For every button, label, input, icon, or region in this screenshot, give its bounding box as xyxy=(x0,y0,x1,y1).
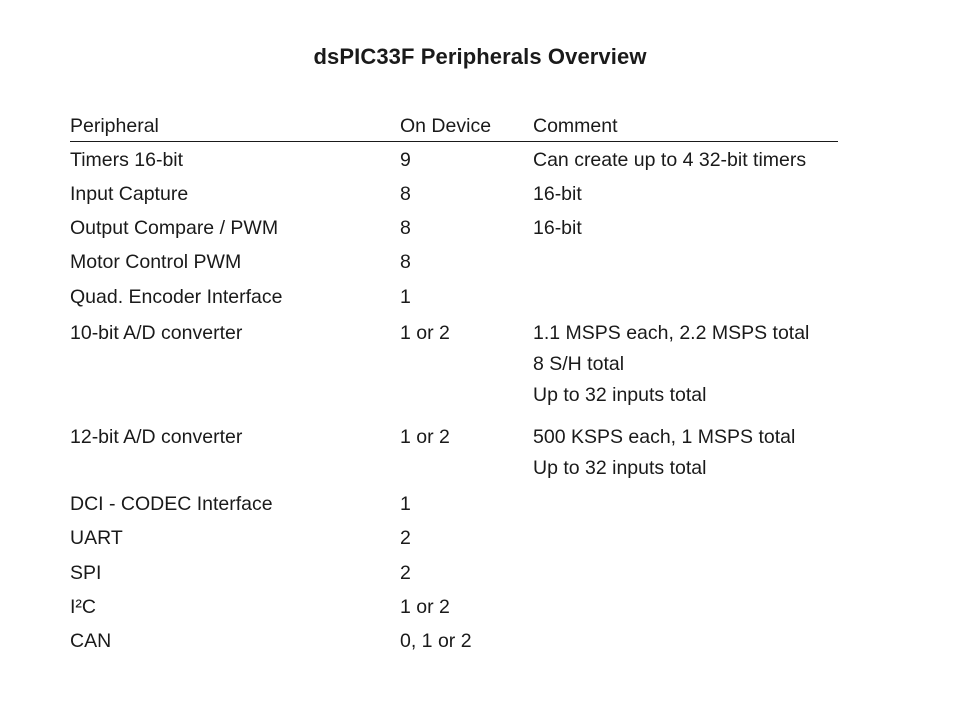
header-peripheral: Peripheral xyxy=(70,115,159,137)
on-device-count: 0, 1 or 2 xyxy=(400,630,472,652)
peripheral-name: Motor Control PWM xyxy=(70,251,242,273)
peripheral-name: 10-bit A/D converter xyxy=(70,322,243,344)
on-device-count: 1 or 2 xyxy=(400,322,450,344)
comment xyxy=(533,179,582,210)
header-on-device: On Device xyxy=(400,115,492,137)
peripheral-name: UART xyxy=(70,527,123,549)
peripheral-name: Input Capture xyxy=(70,183,189,205)
comment-line: Can create up to 4 32-bit timers xyxy=(533,149,807,171)
on-device-count: 2 xyxy=(400,562,411,584)
on-device-count: 1 or 2 xyxy=(400,596,450,618)
on-device-count: 8 xyxy=(400,217,411,239)
peripheral-name: Timers 16-bit xyxy=(70,149,184,171)
comment xyxy=(533,145,806,176)
comment xyxy=(533,318,809,411)
on-device-count: 9 xyxy=(400,149,411,171)
on-device-count: 8 xyxy=(400,251,411,273)
comment-line: 16-bit xyxy=(533,217,582,239)
peripheral-name: SPI xyxy=(70,562,102,584)
header-comment: Comment xyxy=(533,115,618,137)
table-header xyxy=(70,113,838,142)
peripheral-name: DCI - CODEC Interface xyxy=(70,493,273,515)
on-device-count: 1 or 2 xyxy=(400,426,450,448)
peripheral-name: I²C xyxy=(70,596,96,618)
peripheral-name: Quad. Encoder Interface xyxy=(70,286,283,308)
page-title: dsPIC33F Peripherals Overview xyxy=(313,44,647,69)
on-device-count: 2 xyxy=(400,527,411,549)
comment-line: 500 KSPS each, 1 MSPS total xyxy=(533,426,796,448)
comment-line: 16-bit xyxy=(533,183,582,205)
comment xyxy=(533,213,582,244)
comment-line: Up to 32 inputs total xyxy=(533,457,707,479)
on-device-count: 8 xyxy=(400,183,411,205)
peripheral-name: Output Compare / PWM xyxy=(70,217,279,239)
peripheral-name: 12-bit A/D converter xyxy=(70,426,243,448)
comment-line: 8 S/H total xyxy=(533,353,625,375)
on-device-count: 1 xyxy=(400,493,411,515)
comment-line: 1.1 MSPS each, 2.2 MSPS total xyxy=(533,322,810,344)
peripheral-name: CAN xyxy=(70,630,112,652)
comment-line: Up to 32 inputs total xyxy=(533,384,707,406)
on-device-count: 1 xyxy=(400,286,411,308)
comment xyxy=(533,422,795,484)
